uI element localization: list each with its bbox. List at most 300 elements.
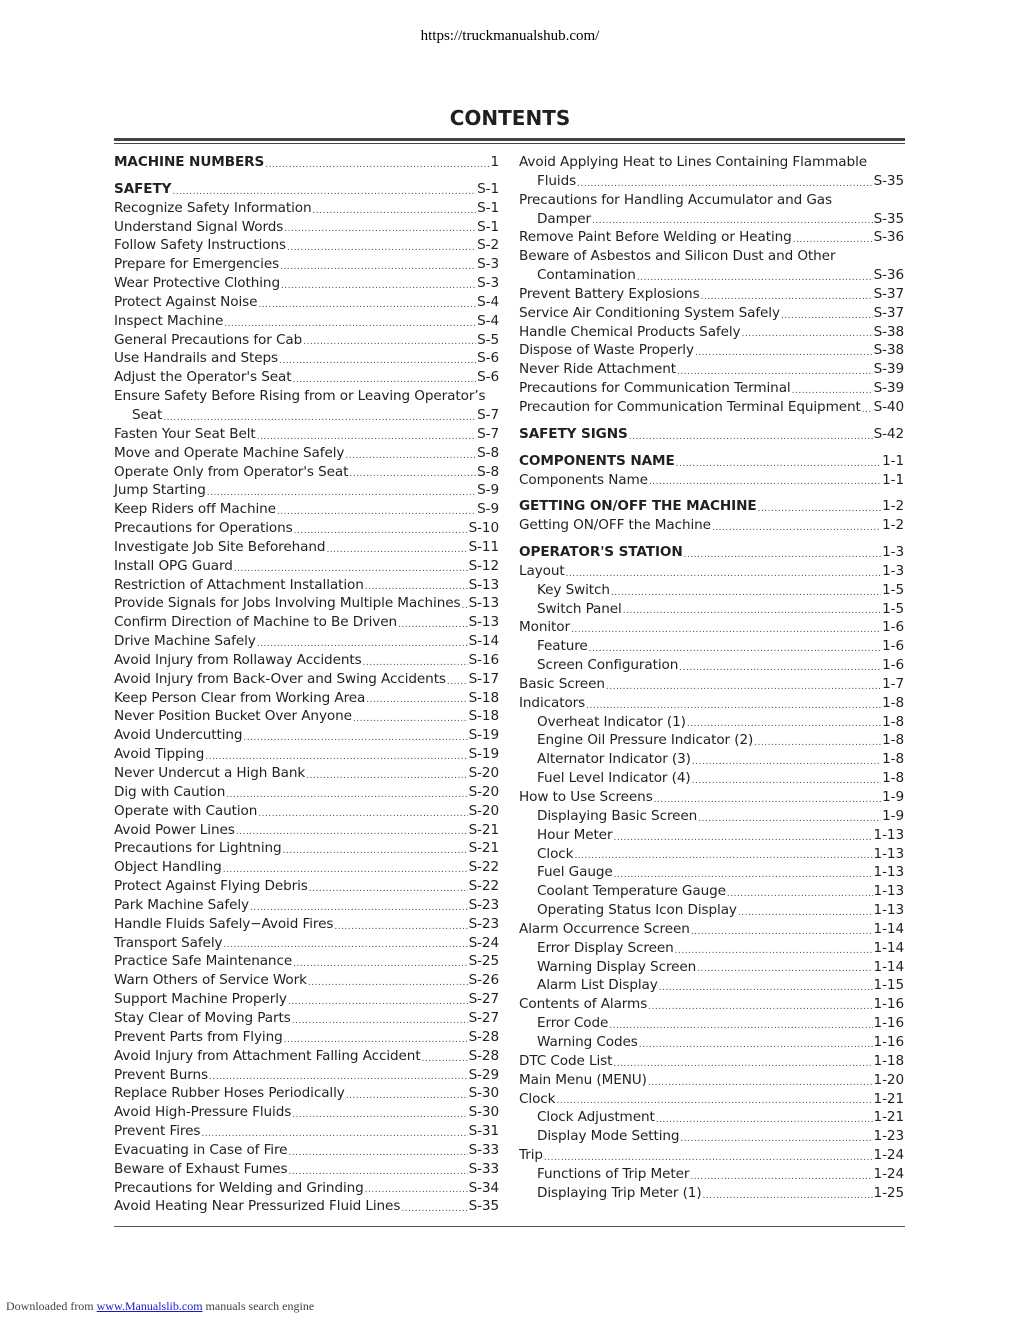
toc-entry[interactable]: [519, 1033, 904, 1052]
toc-entry-text[interactable]: Beware of Asbestos and Silicon Dust and Other: [519, 248, 836, 265]
dot-leader: [684, 548, 881, 562]
toc-entry-title: Avoid Injury from Back-Over and Swing Accidents: [114, 670, 446, 687]
toc-entry[interactable]: [114, 952, 499, 971]
toc-entry[interactable]: [114, 651, 499, 670]
toc-entry[interactable]: [519, 976, 904, 995]
dot-leader: [606, 680, 881, 694]
toc-entry-title: Error Display Screen: [537, 939, 674, 956]
dot-leader: [363, 656, 468, 670]
toc-page-number: S-29: [468, 1066, 499, 1083]
toc-entry[interactable]: [114, 783, 499, 802]
toc-section-heading[interactable]: [519, 543, 904, 562]
toc-entry-title: Hour Meter: [537, 826, 613, 843]
toc-page-number: 1-14: [873, 958, 904, 975]
dot-leader: [209, 1070, 468, 1084]
toc-page-number: 1-5: [882, 600, 904, 617]
toc-entry[interactable]: [114, 1197, 499, 1216]
dot-leader: [676, 457, 881, 471]
toc-entry[interactable]: [519, 360, 904, 379]
toc-entry[interactable]: [519, 471, 904, 490]
toc-entry-title: Protect Against Flying Debris: [114, 878, 308, 895]
toc-entry[interactable]: [114, 726, 499, 745]
toc-entry[interactable]: [114, 1103, 499, 1122]
toc-page-number: 1-18: [873, 1052, 904, 1069]
toc-entry[interactable]: [114, 236, 499, 255]
toc-entry[interactable]: [114, 1028, 499, 1047]
toc-entry-text[interactable]: Ensure Safety Before Rising from or Leaving Operator’s: [114, 388, 486, 405]
toc-entry[interactable]: [519, 172, 904, 191]
dot-leader: [265, 158, 489, 172]
dot-leader: [366, 693, 467, 707]
toc-entry[interactable]: [519, 826, 904, 845]
toc-entry-title: Operate Only from Operator's Seat: [114, 463, 349, 480]
toc-entry[interactable]: [114, 463, 499, 482]
dot-leader: [862, 403, 873, 417]
dot-leader: [257, 430, 476, 444]
toc-entry-title: Displaying Trip Meter (1): [537, 1184, 702, 1201]
toc-page-number: S-11: [468, 538, 499, 555]
toc-entry[interactable]: [519, 882, 904, 901]
toc-page-number: 1-2: [882, 498, 904, 515]
dot-leader: [639, 1038, 873, 1052]
toc-entry[interactable]: [519, 618, 904, 637]
toc-entry[interactable]: [114, 406, 499, 425]
toc-page-number: 1-14: [873, 920, 904, 937]
toc-page-number: S-35: [873, 172, 904, 189]
toc-entry[interactable]: [114, 971, 499, 990]
toc-entry[interactable]: [519, 1014, 904, 1033]
toc-entry-title: Trip: [519, 1147, 543, 1164]
dot-leader: [656, 1113, 873, 1127]
dot-leader: [346, 1089, 468, 1103]
dot-leader: [589, 642, 881, 656]
dot-leader: [288, 995, 468, 1009]
toc-entry[interactable]: [519, 939, 904, 958]
toc-entry[interactable]: [114, 274, 499, 293]
toc-page-number: S-8: [477, 463, 499, 480]
toc-section-heading[interactable]: [519, 452, 904, 471]
toc-entry[interactable]: [114, 1160, 499, 1179]
toc-entry-title: Avoid Power Lines: [114, 821, 235, 838]
toc-entry-title: SAFETY SIGNS: [519, 425, 628, 442]
toc-entry-title: Alarm List Display: [537, 977, 658, 994]
dot-leader: [250, 901, 468, 915]
toc-entry-title: SAFETY: [114, 180, 172, 197]
toc-entry[interactable]: [114, 368, 499, 387]
toc-entry[interactable]: [114, 990, 499, 1009]
dot-leader: [623, 604, 881, 618]
toc-entry[interactable]: [114, 858, 499, 877]
toc-page-number: S-19: [468, 746, 499, 763]
toc-entry[interactable]: [114, 613, 499, 632]
toc-entry[interactable]: [519, 713, 904, 732]
toc-entry-text[interactable]: Avoid Applying Heat to Lines Containing Flammable: [519, 154, 868, 170]
dot-leader: [793, 233, 873, 247]
toc-entry[interactable]: [519, 694, 904, 713]
footer-suffix: manuals search engine: [205, 1299, 315, 1313]
toc-section-heading[interactable]: [114, 180, 499, 199]
toc-entry-title: Warning Codes: [537, 1033, 638, 1050]
toc-entry[interactable]: [114, 839, 499, 858]
toc-entry[interactable]: [519, 863, 904, 882]
dot-leader: [571, 623, 881, 637]
toc-entry-title: Operating Status Icon Display: [537, 902, 737, 919]
toc-page-number: 1-8: [882, 732, 904, 749]
toc-entry[interactable]: [114, 576, 499, 595]
toc-entry-title: Precautions for Welding and Grinding: [114, 1179, 364, 1196]
dot-leader: [281, 279, 476, 293]
toc-entry[interactable]: [114, 199, 499, 218]
toc-entry-title: Damper: [537, 210, 592, 227]
toc-page-number: 1-2: [882, 517, 904, 534]
toc-entry[interactable]: [519, 379, 904, 398]
toc-entry[interactable]: [519, 341, 904, 360]
toc-entry[interactable]: [519, 1071, 904, 1090]
toc-page-number: S-13: [468, 595, 499, 612]
toc-entry-title: Avoid Undercutting: [114, 727, 243, 744]
toc-page-number: 1-23: [873, 1128, 904, 1145]
toc-entry[interactable]: [519, 750, 904, 769]
toc-entry-title: Keep Person Clear from Working Area: [114, 689, 366, 706]
toc-entry-title: Components Name: [519, 471, 648, 488]
dot-leader: [326, 543, 467, 557]
toc-page-number: S-38: [873, 323, 904, 340]
toc-entry-title: Fluids: [537, 172, 577, 189]
dot-leader: [637, 271, 873, 285]
toc-page-number: S-35: [873, 210, 904, 227]
toc-page-number: S-9: [477, 482, 499, 499]
toc-page-number: S-22: [468, 859, 499, 876]
toc-page-number: 1-5: [882, 581, 904, 598]
toc-entry[interactable]: [519, 675, 904, 694]
toc-entry-title: Beware of Exhaust Fumes: [114, 1160, 288, 1177]
toc-entry[interactable]: [114, 293, 499, 312]
toc-entry[interactable]: [114, 1009, 499, 1028]
toc-page-number: 1-16: [873, 1015, 904, 1032]
toc-page-number: 1-20: [873, 1071, 904, 1088]
toc-entry[interactable]: [114, 331, 499, 350]
toc-page-number: 1-14: [873, 939, 904, 956]
toc-page-number: S-42: [873, 425, 904, 442]
toc-page-number: S-27: [468, 991, 499, 1008]
toc-page-number: S-37: [873, 304, 904, 321]
toc-entry-title: GETTING ON/OFF THE MACHINE: [519, 498, 757, 515]
toc-entry[interactable]: [519, 958, 904, 977]
toc-entry-title: Alternator Indicator (3): [537, 751, 691, 768]
dot-leader: [690, 1170, 872, 1184]
toc-entry-title: Confirm Direction of Machine to Be Driven: [114, 614, 398, 631]
dot-leader: [365, 1183, 468, 1197]
toc-page-number: 1-8: [882, 713, 904, 730]
toc-page-number: S-25: [468, 953, 499, 970]
dot-leader: [566, 567, 881, 581]
toc-entry[interactable]: [519, 1090, 904, 1109]
dot-leader: [629, 430, 873, 444]
dot-leader: [701, 290, 873, 304]
toc-entry[interactable]: [519, 1184, 904, 1203]
toc-entry-title: Contents of Alarms: [519, 996, 648, 1013]
toc-page-number: S-13: [468, 576, 499, 593]
toc-entry[interactable]: [519, 1165, 904, 1184]
toc-page-number: S-4: [477, 312, 499, 329]
toc-page-number: S-3: [477, 256, 499, 273]
dot-leader: [334, 920, 467, 934]
toc-entry-title: Precaution for Communication Terminal Equipment: [519, 398, 861, 415]
toc-page-number: 1-6: [882, 657, 904, 674]
dot-leader: [679, 661, 881, 675]
toc-entry[interactable]: [519, 600, 904, 619]
dot-leader: [257, 637, 468, 651]
dot-leader: [223, 863, 468, 877]
toc-entry[interactable]: [519, 656, 904, 675]
toc-entry[interactable]: [519, 581, 904, 600]
footer-prefix: Downloaded from: [6, 1299, 94, 1313]
toc-entry[interactable]: [519, 228, 904, 247]
toc-page-number: 1-8: [882, 770, 904, 787]
toc-entry-title: Overheat Indicator (1): [537, 713, 686, 730]
toc-entry[interactable]: [114, 594, 499, 613]
toc-entry[interactable]: [114, 1122, 499, 1141]
toc-entry[interactable]: [114, 802, 499, 821]
toc-entry[interactable]: [114, 519, 499, 538]
toc-entry[interactable]: [114, 877, 499, 896]
toc-page-number: 1-9: [882, 789, 904, 805]
dot-leader: [287, 241, 476, 255]
toc-page-number: S-38: [873, 342, 904, 359]
toc-page-number: 1-16: [873, 996, 904, 1013]
toc-entry-title: Error Code: [537, 1015, 609, 1032]
dot-leader: [205, 750, 467, 764]
dot-leader: [648, 1076, 873, 1090]
toc-section-heading[interactable]: [519, 425, 904, 444]
toc-entry[interactable]: [114, 444, 499, 463]
toc-entry-title: Never Ride Attachment: [519, 361, 676, 378]
dot-leader: [692, 755, 881, 769]
toc-page-number: S-36: [873, 267, 904, 284]
toc-entry-title: Handle Chemical Products Safely: [519, 323, 741, 340]
dot-leader: [697, 962, 872, 976]
toc-entry-title: OPERATOR'S STATION: [519, 544, 683, 561]
dot-leader: [738, 906, 873, 920]
toc-entry-title: Adjust the Operator's Seat: [114, 369, 292, 386]
dot-leader: [279, 354, 476, 368]
dot-leader: [308, 976, 468, 990]
toc-entry-title: Feature: [537, 638, 588, 655]
toc-entry[interactable]: [114, 745, 499, 764]
dot-leader: [172, 185, 476, 199]
toc-entry[interactable]: [114, 349, 499, 368]
toc-entry[interactable]: [114, 1179, 499, 1198]
toc-page-number: S-34: [468, 1179, 499, 1196]
dot-leader: [586, 699, 881, 713]
footer-link[interactable]: www.Manualslib.com: [96, 1299, 203, 1313]
toc-entry[interactable]: [519, 266, 904, 285]
toc-page-number: S-5: [477, 331, 499, 348]
toc-page-number: 1-13: [873, 864, 904, 881]
toc-entry-title: Indicators: [519, 694, 586, 711]
toc-entry[interactable]: [519, 845, 904, 864]
toc-entry-title: Dispose of Waste Properly: [519, 342, 694, 359]
dot-leader: [462, 599, 468, 613]
toc-entry[interactable]: [114, 896, 499, 915]
toc-entry[interactable]: [519, 920, 904, 939]
toc-entry-title: Prevent Battery Explosions: [519, 285, 700, 302]
toc-entry-title: Layout: [519, 562, 565, 579]
toc-entry[interactable]: [114, 538, 499, 557]
title-rule-thick: [114, 138, 905, 141]
toc-page-number: 1: [490, 154, 499, 170]
page-title: CONTENTS: [449, 106, 571, 130]
toc-entry-title: Restriction of Attachment Installation: [114, 576, 364, 593]
toc-entry-title: Drive Machine Safely: [114, 633, 256, 650]
toc-entry[interactable]: [114, 1066, 499, 1085]
toc-entry[interactable]: [114, 312, 499, 331]
dot-leader: [303, 335, 476, 349]
toc-entry-title: Prevent Parts from Flying: [114, 1028, 283, 1045]
dot-leader: [353, 712, 468, 726]
dot-leader: [692, 774, 881, 788]
dot-leader: [613, 831, 872, 845]
toc-page-number: S-7: [477, 425, 499, 442]
dot-leader: [727, 887, 873, 901]
toc-entry[interactable]: [519, 285, 904, 304]
toc-entry-title: Precautions for Operations: [114, 520, 293, 537]
toc-entry[interactable]: [114, 707, 499, 726]
dot-leader: [294, 524, 468, 538]
toc-entry[interactable]: [114, 1141, 499, 1160]
toc-entry-title: Park Machine Safely: [114, 896, 249, 913]
toc-entry[interactable]: [114, 670, 499, 689]
toc-page-number: 1-1: [882, 471, 904, 488]
toc-entry[interactable]: [114, 915, 499, 934]
toc-page-number: S-20: [468, 765, 499, 781]
dot-leader: [401, 1202, 467, 1216]
toc-entry[interactable]: [519, 323, 904, 342]
toc-page-number: S-31: [468, 1123, 499, 1140]
toc-entry[interactable]: [114, 1047, 499, 1066]
toc-entry[interactable]: [519, 788, 904, 807]
toc-entry-title: Transport Safely: [114, 934, 223, 951]
toc-entry[interactable]: [519, 901, 904, 920]
toc-entry[interactable]: [519, 1127, 904, 1146]
toc-entry[interactable]: [114, 934, 499, 953]
toc-page-number: S-1: [477, 199, 499, 216]
toc-entry[interactable]: [114, 689, 499, 708]
toc-page-number: 1-6: [882, 619, 904, 636]
dot-leader: [675, 944, 873, 958]
toc-entry[interactable]: [519, 731, 904, 750]
toc-page-number: 1-3: [882, 544, 904, 561]
toc-entry-title: Avoid Heating Near Pressurized Fluid Lines: [114, 1198, 401, 1215]
dot-leader: [207, 486, 476, 500]
toc-entry[interactable]: [114, 821, 499, 840]
toc-entry[interactable]: [114, 481, 499, 500]
toc-entry[interactable]: [114, 1084, 499, 1103]
toc-entry[interactable]: [114, 632, 499, 651]
toc-entry-title: Practice Safe Maintenance: [114, 953, 293, 970]
toc-entry-title: Investigate Job Site Beforehand: [114, 538, 326, 555]
toc-entry[interactable]: [114, 764, 499, 783]
toc-page-number: S-9: [477, 501, 499, 518]
toc-entry[interactable]: [114, 557, 499, 576]
toc-entry-title: Clock: [519, 1090, 556, 1107]
toc-entry[interactable]: [114, 218, 499, 237]
toc-page-number: S-21: [468, 840, 499, 857]
toc-entry[interactable]: [519, 304, 904, 323]
toc-page-number: S-35: [468, 1198, 499, 1215]
toc-page-number: S-28: [468, 1028, 499, 1045]
toc-page-number: S-6: [477, 369, 499, 386]
toc-entry-title: Prevent Burns: [114, 1066, 208, 1083]
dot-leader: [687, 717, 881, 731]
toc-entry[interactable]: [519, 398, 904, 417]
toc-page-number: 1-13: [873, 845, 904, 862]
toc-entry[interactable]: [114, 425, 499, 444]
toc-entry-title: Fuel Level Indicator (4): [537, 770, 691, 787]
dot-leader: [313, 204, 477, 218]
toc-entry-title: Displaying Basic Screen: [537, 807, 698, 824]
toc-entry-title: Evacuating in Case of Fire: [114, 1141, 288, 1158]
dot-leader: [345, 449, 476, 463]
dot-leader: [163, 411, 476, 425]
dot-leader: [283, 844, 468, 858]
toc-entry-title: Support Machine Properly: [114, 991, 287, 1008]
toc-entry[interactable]: [519, 210, 904, 229]
toc-entry[interactable]: [519, 637, 904, 656]
toc-section-heading[interactable]: [114, 153, 499, 172]
dot-leader: [781, 309, 873, 323]
toc-page-number: S-33: [468, 1141, 499, 1158]
toc-entry-text[interactable]: Precautions for Handling Accumulator and Gas: [519, 191, 832, 208]
toc-entry[interactable]: [519, 807, 904, 826]
toc-entry[interactable]: [114, 500, 499, 519]
toc-entry-title: Object Handling: [114, 859, 222, 876]
toc-entry-title: Monitor: [519, 619, 570, 636]
toc-entry-title: Install OPG Guard: [114, 557, 233, 574]
toc-entry-title: Provide Signals for Jobs Involving Multiple Machines: [114, 595, 461, 612]
toc-entry-title: Precautions for Lightning: [114, 840, 282, 857]
toc-entry[interactable]: [519, 769, 904, 788]
dot-leader: [277, 505, 476, 519]
toc-entry[interactable]: [519, 1052, 904, 1071]
toc-page-number: 1-16: [873, 1033, 904, 1050]
toc-entry-title: Never Undercut a High Bank: [114, 765, 306, 781]
toc-entry[interactable]: [114, 255, 499, 274]
dot-leader: [280, 260, 476, 274]
dot-leader: [289, 1165, 468, 1179]
toc-entry[interactable]: [519, 516, 904, 535]
toc-left-column: [114, 153, 499, 1216]
toc-entry[interactable]: [519, 1146, 904, 1165]
toc-page-number: S-1: [477, 180, 499, 197]
toc-page-number: 1-15: [873, 977, 904, 994]
toc-section-heading[interactable]: [519, 497, 904, 516]
dot-leader: [695, 346, 873, 360]
dot-leader: [293, 957, 467, 971]
toc-entry-title: Prevent Fires: [114, 1123, 201, 1140]
toc-page-number: 1-21: [873, 1090, 904, 1107]
bottom-rule: [114, 1226, 905, 1227]
toc-entry-title: Warn Others of Service Work: [114, 972, 307, 989]
toc-entry-title: Use Handrails and Steps: [114, 350, 279, 367]
toc-entry[interactable]: [519, 562, 904, 581]
toc-entry[interactable]: [519, 995, 904, 1014]
dot-leader: [288, 1146, 467, 1160]
toc-entry-title: Stay Clear of Moving Parts: [114, 1009, 291, 1026]
toc-entry[interactable]: [519, 1108, 904, 1127]
dot-leader: [577, 177, 872, 191]
dot-leader: [306, 769, 467, 783]
